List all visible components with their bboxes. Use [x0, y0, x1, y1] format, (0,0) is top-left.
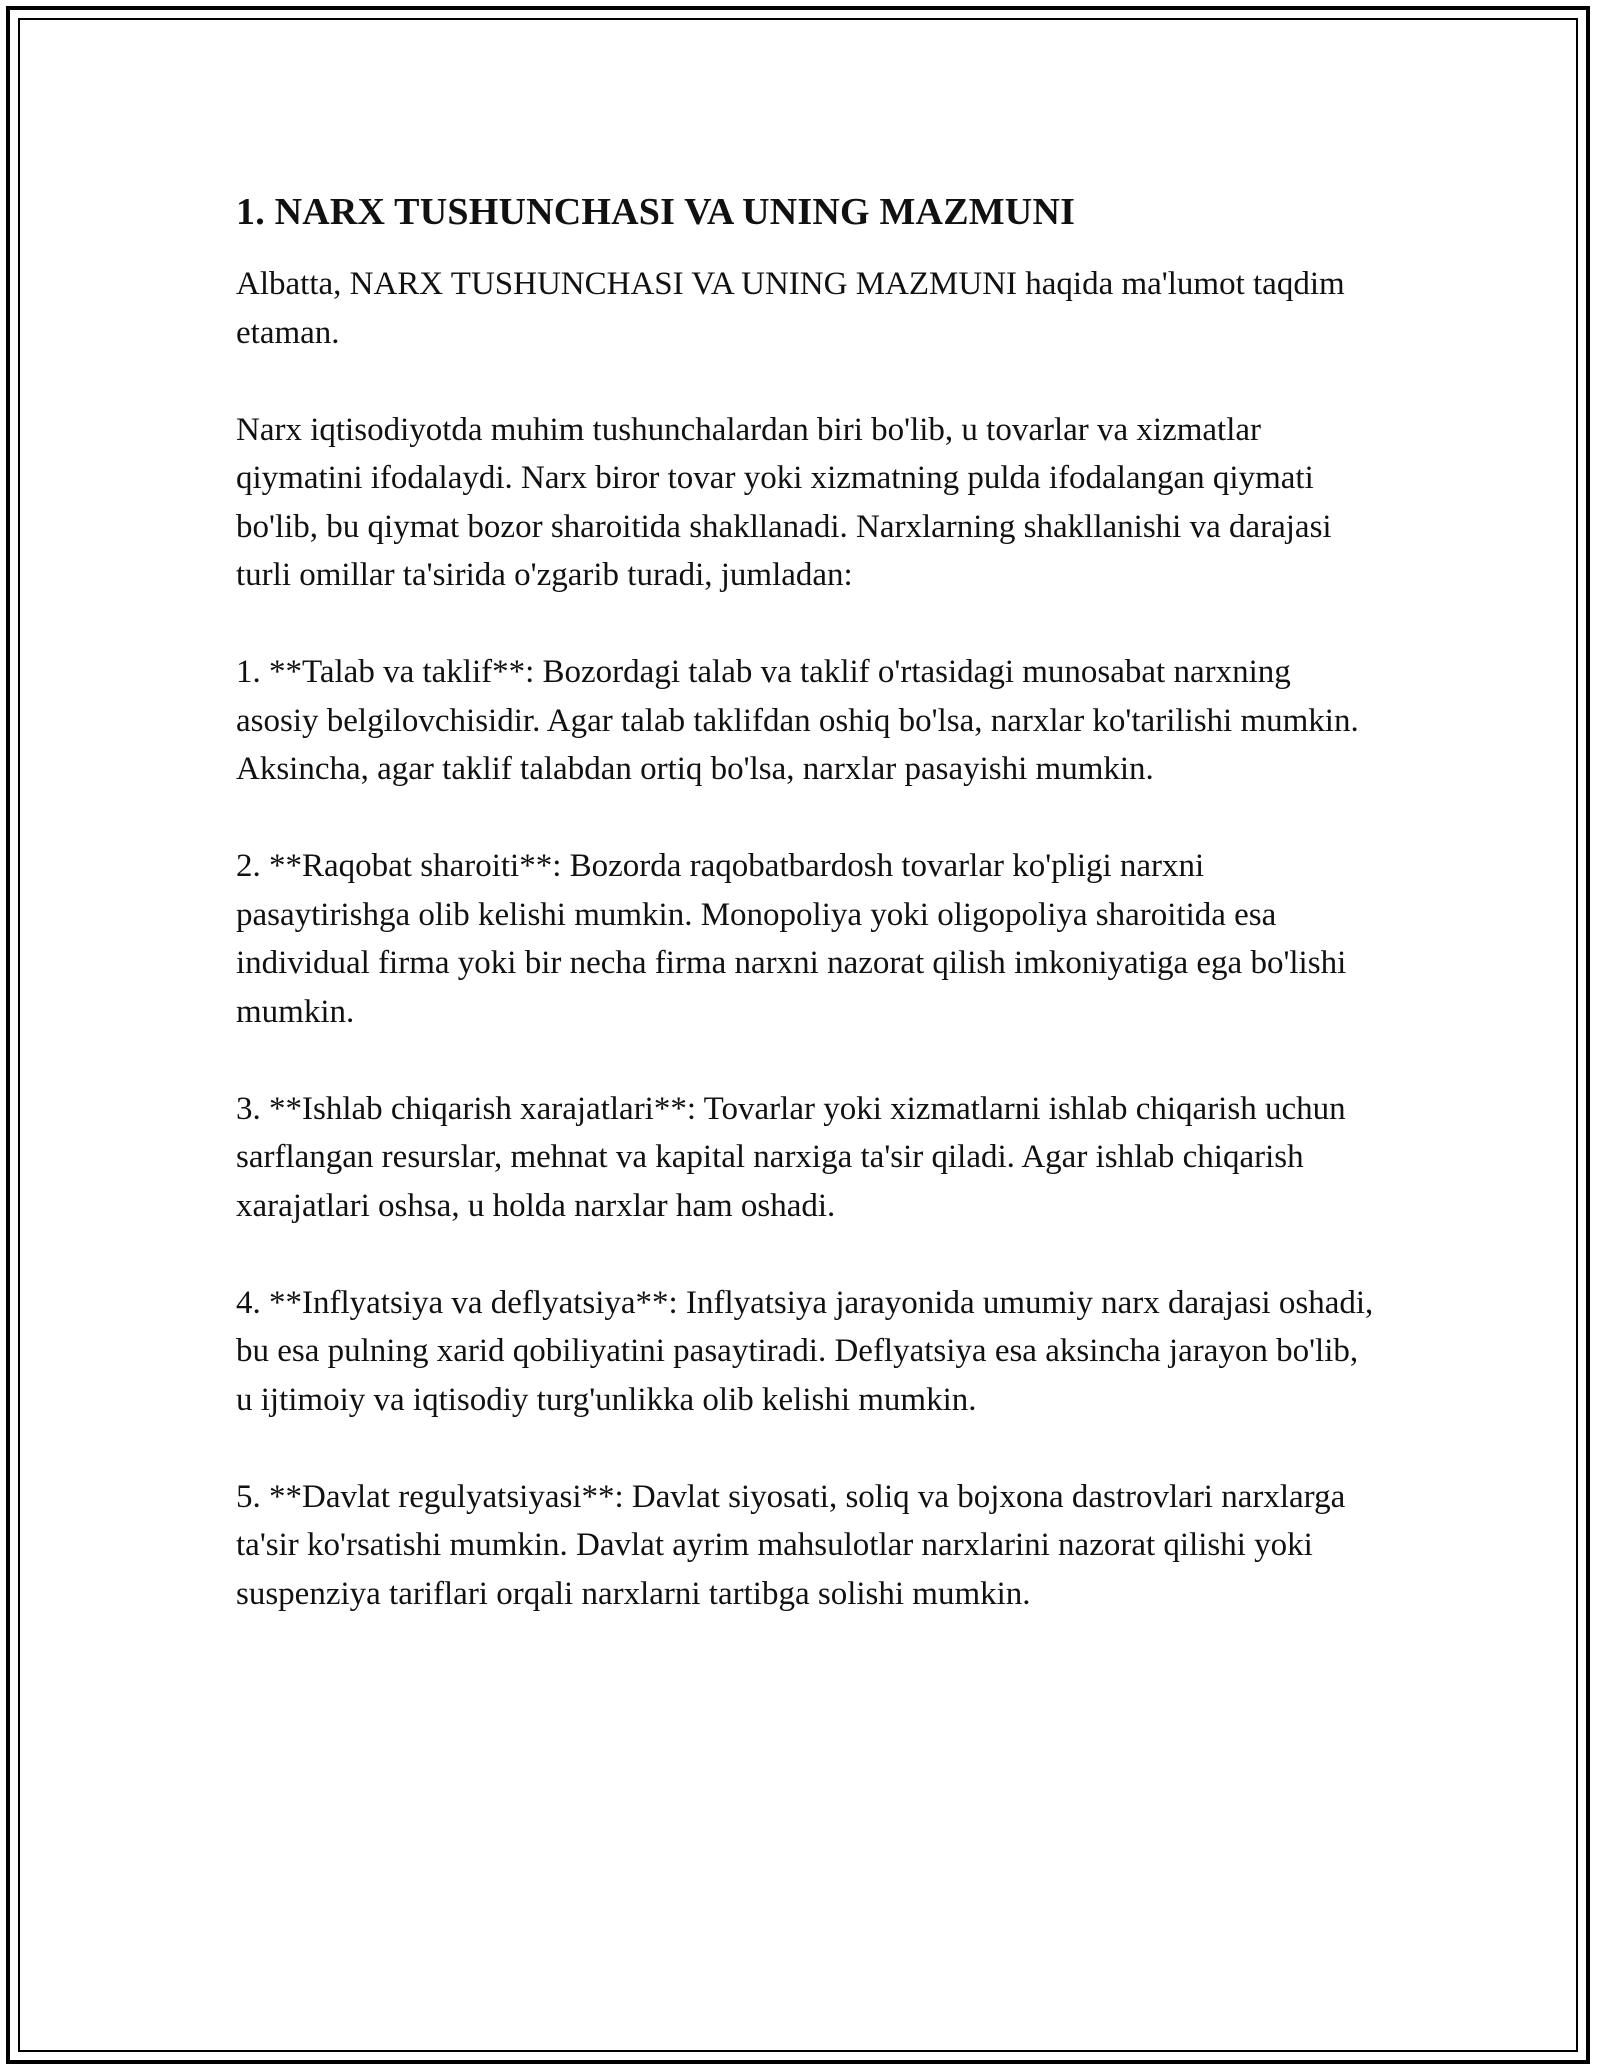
document-title: 1. NARX TUSHUNCHASI VA UNING MAZMUNI: [236, 191, 1076, 233]
list-item-production-costs: 3. **Ishlab chiqarish xarajatlari**: Tovarlar yoki xizmatlarni ishlab chiqarish uchun sarflangan resurslar, mehnat va kapital narxiga ta'sir qiladi. Agar ishlab chiqarish xarajatlari oshsa, u holda narxlar ham oshadi.: [236, 1090, 1346, 1224]
intro-paragraph: Albatta, NARX TUSHUNCHASI VA UNING MAZMUNI haqida ma'lumot taqdim etaman.: [236, 266, 1345, 351]
list-item-inflation: 4. **Inflyatsiya va deflyatsiya**: Inflyatsiya jarayonida umumiy narx darajasi oshadi, bu esa pulning xarid qobiliyatini pasaytiradi. Deflyatsiya esa aksincha jarayon bo'lib, u ijtimoiy va iqtisodiy turg'unlikka olib kelishi mumkin.: [236, 1284, 1374, 1418]
definition-paragraph: Narx iqtisodiyotda muhim tushunchalardan biri bo'lib, u tovarlar va xizmatlar qiymatini ifodalaydi. Narx biror tovar yoki xizmatning pulda ifodalangan qiymati bo'lib, bu qiymat bozor sharoitida shakllanadi. Narxlarning shakllanishi va darajasi turli omillar ta'sirida o'zgarib turadi, jumladan:: [236, 411, 1332, 593]
list-item-supply-demand: 1. **Talab va taklif**: Bozordagi talab va taklif o'rtasidagi munosabat narxning asosiy belgilovchisidir. Agar talab taklifdan oshiq bo'lsa, narxlar ko'tarilishi mumkin. Aksincha, agar taklif talabdan ortiq bo'lsa, narxlar pasayishi mumkin.: [236, 654, 1359, 787]
document-body: [236, 186, 1376, 1618]
list-item-competition: 2. **Raqobat sharoiti**: Bozorda raqobatbardosh tovarlar ko'pligi narxni pasaytirishga olib kelishi mumkin. Monopoliya yoki oligopoliya sharoitida esa individual firma yoki bir necha firma narxni nazorat qilish imkoniyatiga ega bo'lishi mumkin.: [236, 848, 1347, 1030]
list-item-regulation: 5. **Davlat regulyatsiyasi**: Davlat siyosati, soliq va bojxona dastrovlari narxlarga ta'sir ko'rsatishi mumkin. Davlat ayrim mahsulotlar narxlarini nazorat qilishi yoki suspenziya tariflari orqali narxlarni tartibga solishi mumkin.: [236, 1478, 1346, 1612]
